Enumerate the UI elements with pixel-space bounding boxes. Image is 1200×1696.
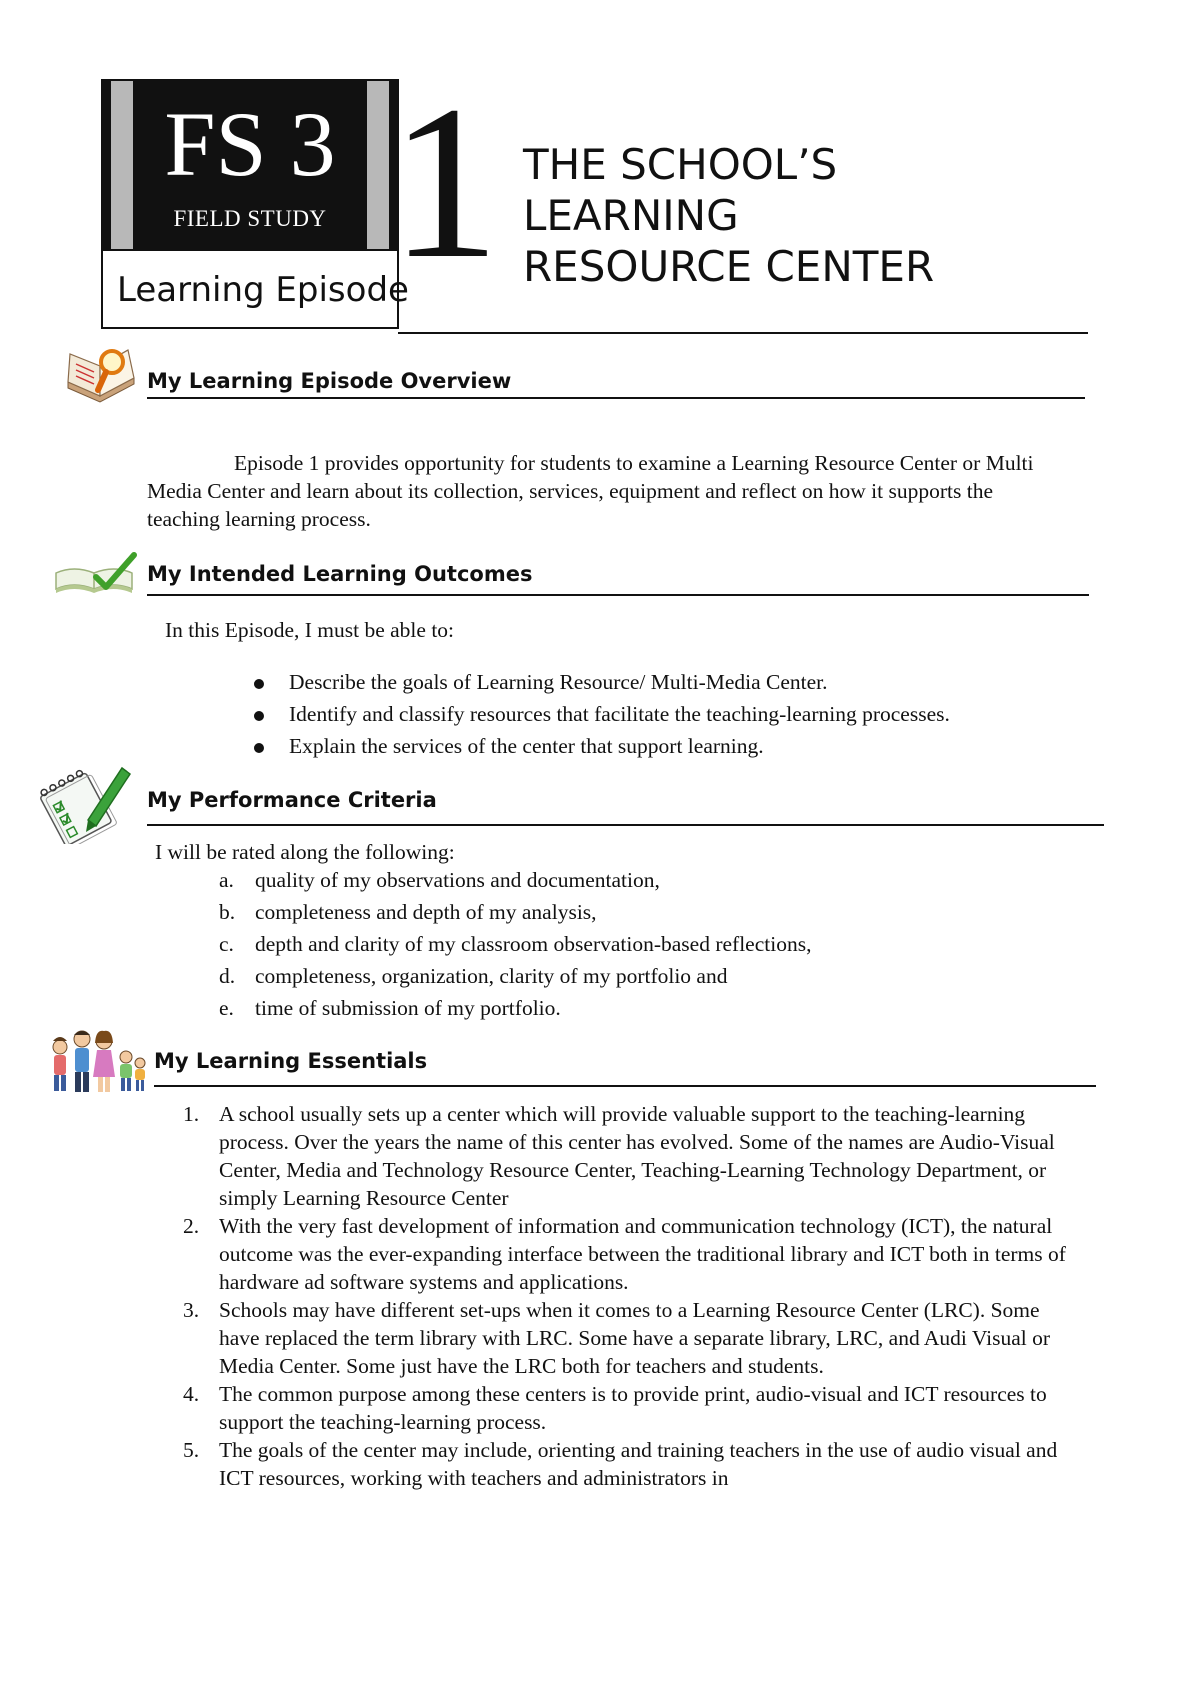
bullet-icon	[254, 711, 264, 721]
criteria-heading: My Performance Criteria	[147, 788, 437, 812]
essentials-rule	[154, 1085, 1096, 1087]
outcomes-heading: My Intended Learning Outcomes	[147, 562, 533, 586]
page-title	[523, 139, 934, 292]
list-item: 2. With the very fast development of information and communication technology (ICT), the natural outcome was the ever-expanding interface between the traditional library and ICT both in terms of hardware ad software systems and applications.	[183, 1214, 1066, 1294]
family-group-icon	[46, 1027, 146, 1095]
episode-number: 1	[390, 60, 500, 304]
title-line-2: LEARNING	[523, 191, 739, 240]
overview-heading: My Learning Episode Overview	[147, 369, 512, 393]
bullet-icon	[254, 679, 264, 689]
checklist-pen-icon	[34, 762, 132, 844]
criteria-rule	[147, 824, 1104, 826]
title-line-3: RESOURCE CENTER	[523, 242, 935, 291]
list-item: a. quality of my observations and documentation,	[219, 868, 660, 892]
banner-divider	[101, 249, 399, 251]
open-book-check-icon	[52, 551, 138, 595]
title-line-1: THE SCHOOL’S	[523, 140, 838, 189]
list-item: Describe the goals of Learning Resource/ Multi-Media Center.	[250, 668, 1090, 700]
criteria-intro: I will be rated along the following:	[155, 840, 455, 864]
list-item: Explain the services of the center that support learning.	[250, 732, 1090, 764]
list-item: c. depth and clarity of my classroom observation-based reflections,	[219, 932, 812, 956]
course-code: FS 3	[164, 93, 336, 195]
title-underline	[398, 332, 1088, 334]
list-item: e. time of submission of my portfolio.	[219, 996, 561, 1020]
list-item: Identify and classify resources that facilitate the teaching-learning processes.	[250, 700, 1090, 732]
course-name: FIELD STUDY	[173, 206, 327, 231]
episode-label: Learning Episode	[117, 270, 409, 310]
list-item: 4. The common purpose among these centers is to provide print, audio-visual and ICT resources to support the teaching-learning process.	[183, 1382, 1047, 1434]
outcomes-list	[250, 668, 1090, 764]
list-item: 1. A school usually sets up a center which will provide valuable support to the teaching-learning process. Over the years the name of this center has evolved. Some of the names are Audio-Visual Center, Media and Technology Resource Center, Teaching-Learning Technology Department, or simply Learning Resource Center	[183, 1102, 1055, 1210]
essentials-heading: My Learning Essentials	[154, 1049, 428, 1073]
list-item: 3. Schools may have different set-ups when it comes to a Learning Resource Center (LRC). Some have replaced the term library with LRC. Some have a separate library, LRC, and Audi Visual or Media Center. Some just have the LRC both for teachers and students.	[183, 1298, 1050, 1378]
essentials-list	[183, 1100, 1083, 1492]
list-item: d. completeness, organization, clarity of my portfolio and	[219, 964, 728, 988]
list-item: b. completeness and depth of my analysis,	[219, 900, 597, 924]
magnifier-book-icon	[62, 342, 140, 404]
criteria-list	[219, 866, 1079, 1026]
banner-bar-right	[367, 81, 389, 250]
outcomes-rule	[147, 594, 1089, 596]
overview-text: Episode 1 provides opportunity for students to examine a Learning Resource Center or Multi Media Center and learn about its collection, services, equipment and reflect on how it supports the teaching learning process.	[147, 451, 1034, 531]
overview-rule	[147, 397, 1085, 399]
list-item: 5. The goals of the center may include, orienting and training teachers in the use of audio visual and ICT resources, working with teachers and administrators in	[183, 1438, 1058, 1490]
banner-bar-left	[111, 81, 133, 250]
outcomes-intro: In this Episode, I must be able to:	[165, 618, 455, 642]
bullet-icon	[254, 743, 264, 753]
